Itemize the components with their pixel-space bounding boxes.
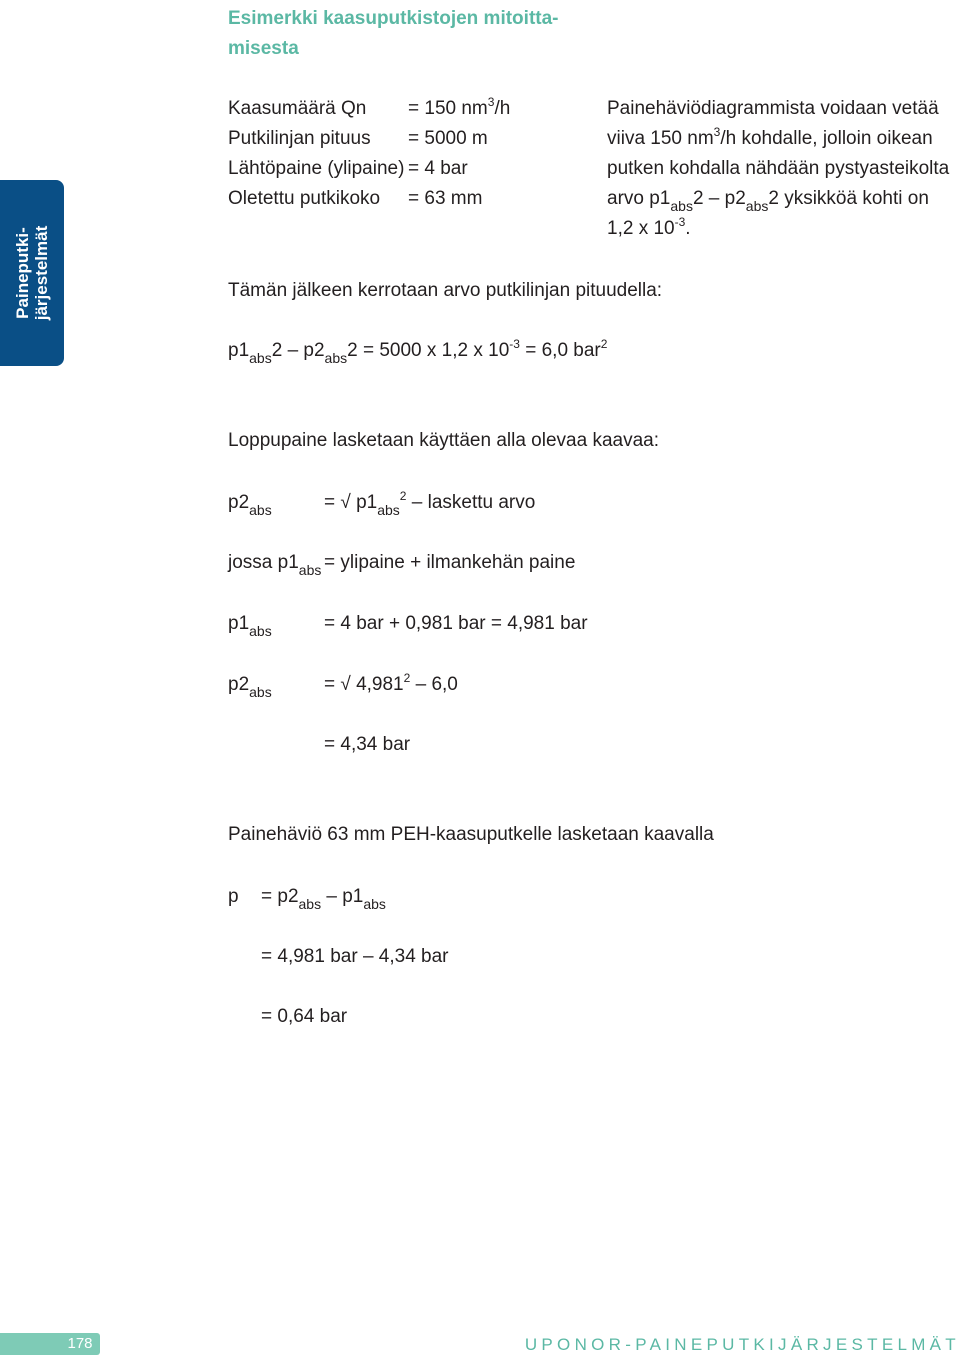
param-value-gas-flow-number: = 150 nm <box>408 98 488 119</box>
param-value-pipe-length: = 5000 m <box>408 128 488 149</box>
formula-row-1-rhs-b: – laskettu arvo <box>406 492 536 513</box>
right-text-line-4 <box>607 184 929 214</box>
param-label-pipe-length: Putkilinjan pituus <box>228 128 371 149</box>
right-text-line-2-sup: 3 <box>713 125 721 139</box>
formula-row-4-lhs-sub: abs <box>249 684 272 700</box>
formula-row-4-rhs-sup: 2 <box>403 671 411 685</box>
page-number: 178 <box>67 1335 93 1352</box>
loss-lhs: p <box>228 886 239 907</box>
loss-row-1 <box>261 882 386 912</box>
right-text-line-4-a: arvo p1 <box>607 188 671 209</box>
footer-brand: UPONOR-PAINEPUTKIJÄRJESTELMÄT <box>524 1335 960 1354</box>
eq1-a: p1 <box>228 340 250 361</box>
formula-row-1-rhs-sub: abs <box>377 502 400 518</box>
eq1-sup-1: -3 <box>509 337 520 351</box>
section-heading-line-1: Esimerkki kaasuputkistojen mitoitta- <box>228 8 559 29</box>
loss-row-3: = 0,64 bar <box>261 1006 348 1027</box>
right-text-line-5-sup: -3 <box>674 215 686 229</box>
eq1-sub-1: abs <box>249 350 272 366</box>
right-text-line-4-sub-1: abs <box>670 198 693 214</box>
param-value-pipe-size: = 63 mm <box>408 188 483 209</box>
param-value-gas-flow-unit: /h <box>494 98 511 119</box>
right-text-line-4-c: 2 yksikköä kohti on <box>768 188 929 209</box>
formula-row-4-lhs <box>228 670 272 700</box>
loss-row-2: = 4,981 bar – 4,34 bar <box>261 946 449 967</box>
eq1-d: = 6,0 bar <box>519 340 601 361</box>
right-text-line-5-a: 1,2 x 10 <box>607 218 675 239</box>
loss-row-1-sub-1: abs <box>298 896 322 912</box>
chapter-side-tab-label <box>13 226 51 321</box>
final-pressure-intro: Loppupaine lasketaan käyttäen alla olevaa kaavaa: <box>228 430 659 451</box>
right-text-line-2-b: /h kohdalle, jolloin oikean <box>720 128 933 149</box>
formula-row-1-rhs-sup: 2 <box>399 489 407 503</box>
formula-row-4-rhs-b: – 6,0 <box>410 674 458 695</box>
formula-row-4-rhs-a: = √ 4,981 <box>324 674 404 695</box>
param-value-gas-flow-sup: 3 <box>487 95 495 109</box>
right-text-line-1: Painehäviödiagrammista voidaan vetää <box>607 98 939 119</box>
formula-row-2-lhs-sub: abs <box>298 562 322 578</box>
side-tab-line-2: järjestelmät <box>32 225 51 321</box>
formula-row-2-lhs <box>228 548 321 578</box>
right-text-line-4-b: 2 – p2 <box>692 188 746 209</box>
right-text-line-3: putken kohdalla nähdään pystyasteikolta <box>607 158 950 179</box>
param-label-start-pressure: Lähtöpaine (ylipaine) <box>228 158 405 179</box>
formula-row-2-lhs-main: jossa p1 <box>228 552 299 573</box>
loss-row-1-b: – p1 <box>321 886 364 907</box>
right-text-line-2 <box>607 124 933 154</box>
right-text-line-4-sub-2: abs <box>745 198 769 214</box>
eq1-c: 2 = 5000 x 1,2 x 10 <box>347 340 510 361</box>
eq1-sub-2: abs <box>324 350 348 366</box>
formula-row-3-rhs: = 4 bar + 0,981 bar = 4,981 bar <box>324 613 588 634</box>
loss-row-1-sub-2: abs <box>363 896 386 912</box>
param-value-gas-flow <box>408 94 510 124</box>
loss-row-1-a: = p2 <box>261 886 299 907</box>
right-text-line-2-a: viiva 150 nm <box>607 128 714 149</box>
param-value-start-pressure: = 4 bar <box>408 158 468 179</box>
formula-row-1-rhs <box>324 488 535 518</box>
section-heading <box>228 4 608 64</box>
formula-row-3-lhs <box>228 609 272 639</box>
formula-row-3-lhs-sub: abs <box>249 623 272 639</box>
chapter-side-tab <box>0 180 64 366</box>
formula-row-4-rhs <box>324 670 458 700</box>
pressure-loss-intro: Painehäviö 63 mm PEH-kaasuputkelle lasketaan kaavalla <box>228 824 714 845</box>
multiply-intro: Tämän jälkeen kerrotaan arvo putkilinjan pituudella: <box>228 280 663 301</box>
formula-row-4-lhs-main: p2 <box>228 674 250 695</box>
formula-row-5-rhs: = 4,34 bar <box>324 734 411 755</box>
eq1-b: 2 – p2 <box>271 340 325 361</box>
formula-row-2-rhs: = ylipaine + ilmankehän paine <box>324 552 576 573</box>
formula-row-1-lhs-main: p2 <box>228 492 250 513</box>
param-label-pipe-size: Oletettu putkikoko <box>228 188 381 209</box>
formula-row-1-lhs-sub: abs <box>249 502 272 518</box>
formula-row-1-lhs <box>228 488 272 518</box>
eq1-sup-2: 2 <box>600 337 608 351</box>
formula-row-3-lhs-main: p1 <box>228 613 250 634</box>
section-heading-line-2: misesta <box>228 38 299 59</box>
right-text-line-5 <box>607 214 691 244</box>
equation-pressure-difference <box>228 336 607 366</box>
side-tab-line-1: Paineputki- <box>13 227 32 319</box>
right-text-line-5-b: . <box>685 218 691 239</box>
param-label-gas-flow: Kaasumäärä Qn <box>228 98 367 119</box>
formula-row-1-rhs-a: = √ p1 <box>324 492 378 513</box>
